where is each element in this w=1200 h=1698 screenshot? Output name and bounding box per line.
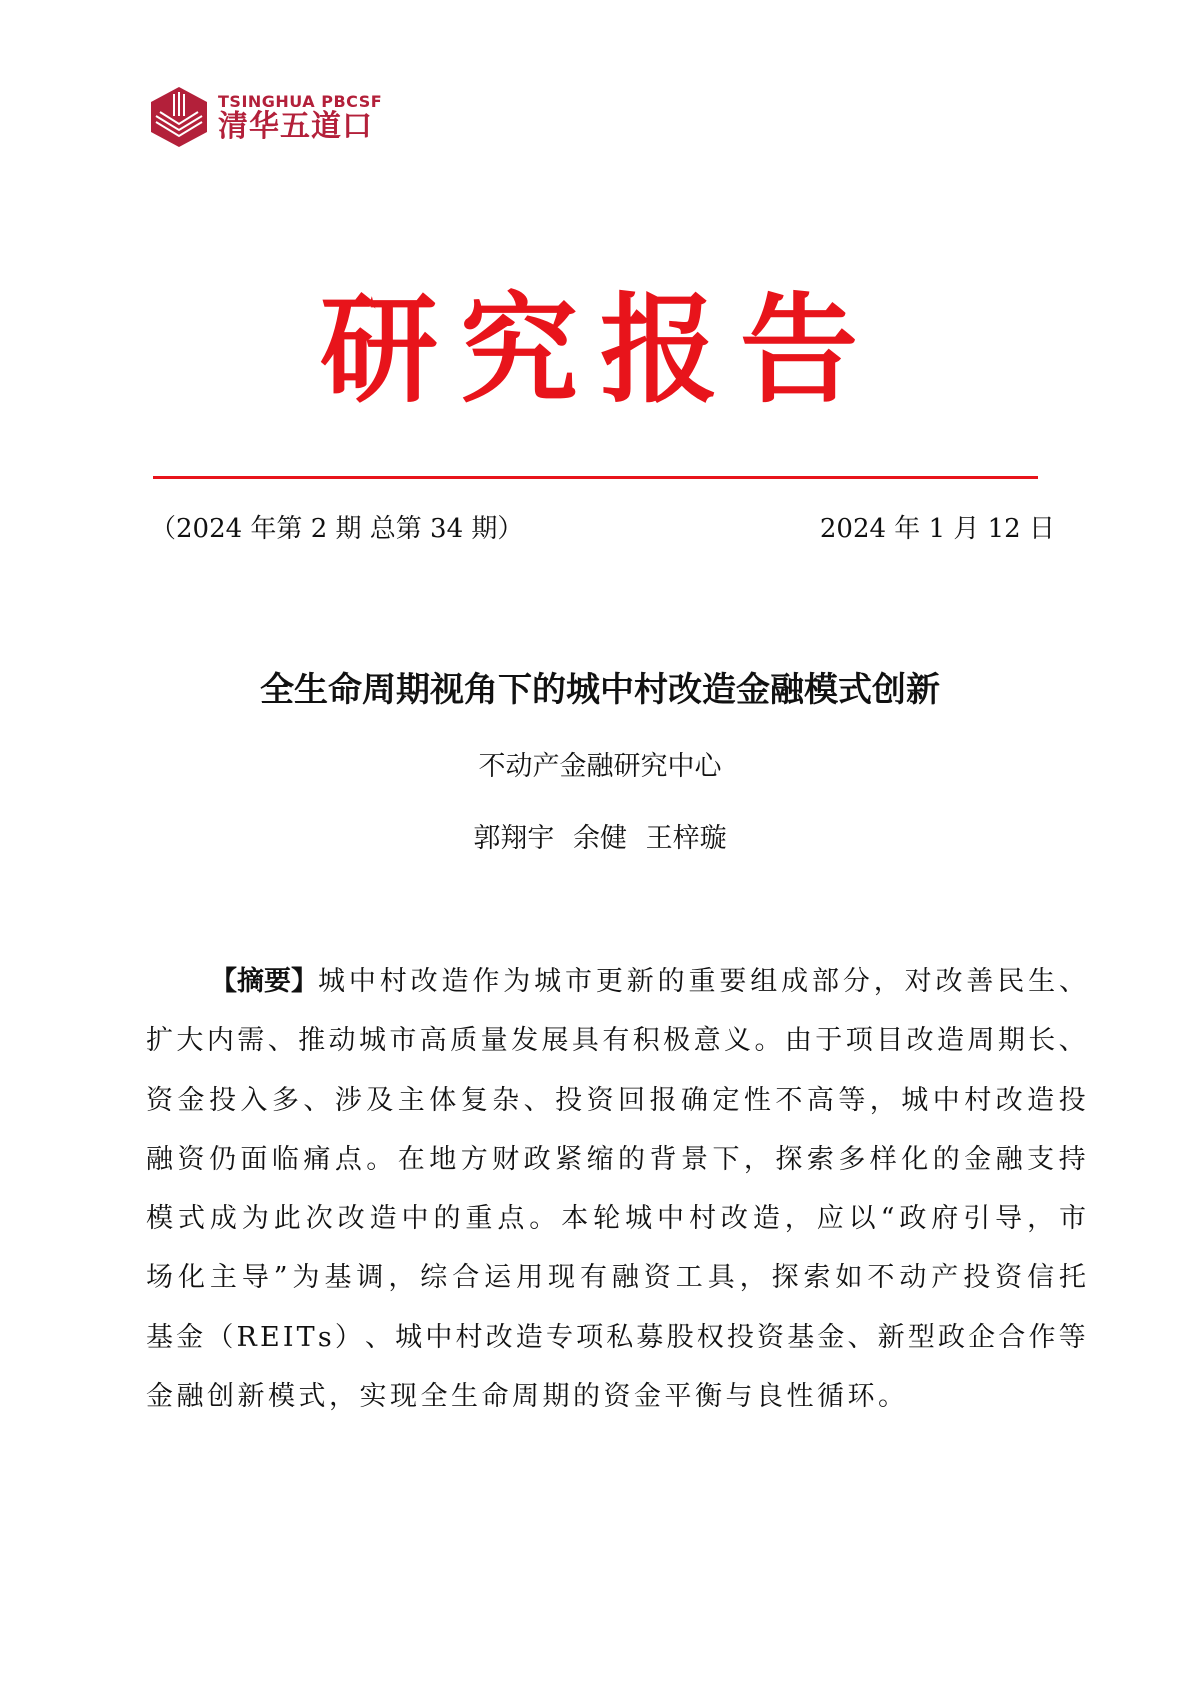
abstract-line [146,1377,1086,1436]
publish-date: 2024 年 1 月 12 日 [819,514,1055,544]
abstract-text: 场 化 主 导 ” 为 基 调 ， 综 合 运 用 现 有 融 资 工 具 ， 探 索 如 不 动 产 投 资 信 托 [146,1262,1086,1294]
logo [150,86,382,148]
abstract-line [146,1318,1086,1377]
abstract-text: 模 式 成 为 此 次 改 造 中 的 重 点 。 本 轮 城 中 村 改 造 ， 应 以 “ 政 府 引 导 ， 市 [146,1203,1086,1235]
abstract-text: 基 金 （ R E I T s ） 、 城 中 村 改 造 专 项 私 募 股 权 投 资 基 金 、 新 型 政 企 合 作 等 [146,1321,1086,1353]
abstract-text: 资 金 投 入 多 、 涉 及 主 体 复 杂 、 投 资 回 报 确 定 性 不 高 等 ， 城 中 村 改 造 投 [146,1084,1086,1116]
logo-chinese: 清华五道口 [218,108,373,144]
abstract-text: 扩 大 内 需 、 推 动 城 市 高 质 量 发 展 具 有 积 极 意 义 。 由 于 项 目 改 造 周 期 长 、 [146,1025,1086,1057]
research-center: 不动产金融研究中心 [478,751,722,782]
logo-english: TSINGHUA PBCSF [218,91,383,111]
issue-number: （2024 年第 2 期 总第 34 期） [150,514,524,544]
abstract-label: 【摘要】 [210,966,318,997]
abstract-line [146,1021,1086,1080]
abstract-text: 城 中 村 改 造 作 为 城 市 更 新 的 重 要 组 成 部 分 ， 对 改 善 民 生 、 [318,966,1086,997]
abstract-line [146,1258,1086,1317]
abstract-line [146,1081,1086,1140]
abstract-line [146,962,1086,1021]
divider [153,476,1038,479]
tsinghua-logo-icon [150,86,208,148]
article-title: 全生命周期视角下的城中村改造金融模式创新 [260,670,940,710]
abstract-line [146,1199,1086,1258]
abstract-text: 金融创新模式，实现全生命周期的资金平衡与良性循环。 [146,1381,909,1413]
abstract-line [146,1140,1086,1199]
abstract [146,962,1086,1436]
authors: 郭翔宇 余健 王梓璇 [473,823,727,854]
report-heading: 研究报告 [319,280,880,419]
abstract-text: 融 资 仍 面 临 痛 点 。 在 地 方 财 政 紧 缩 的 背 景 下 ， 探 索 多 样 化 的 金 融 支 持 [146,1143,1086,1175]
